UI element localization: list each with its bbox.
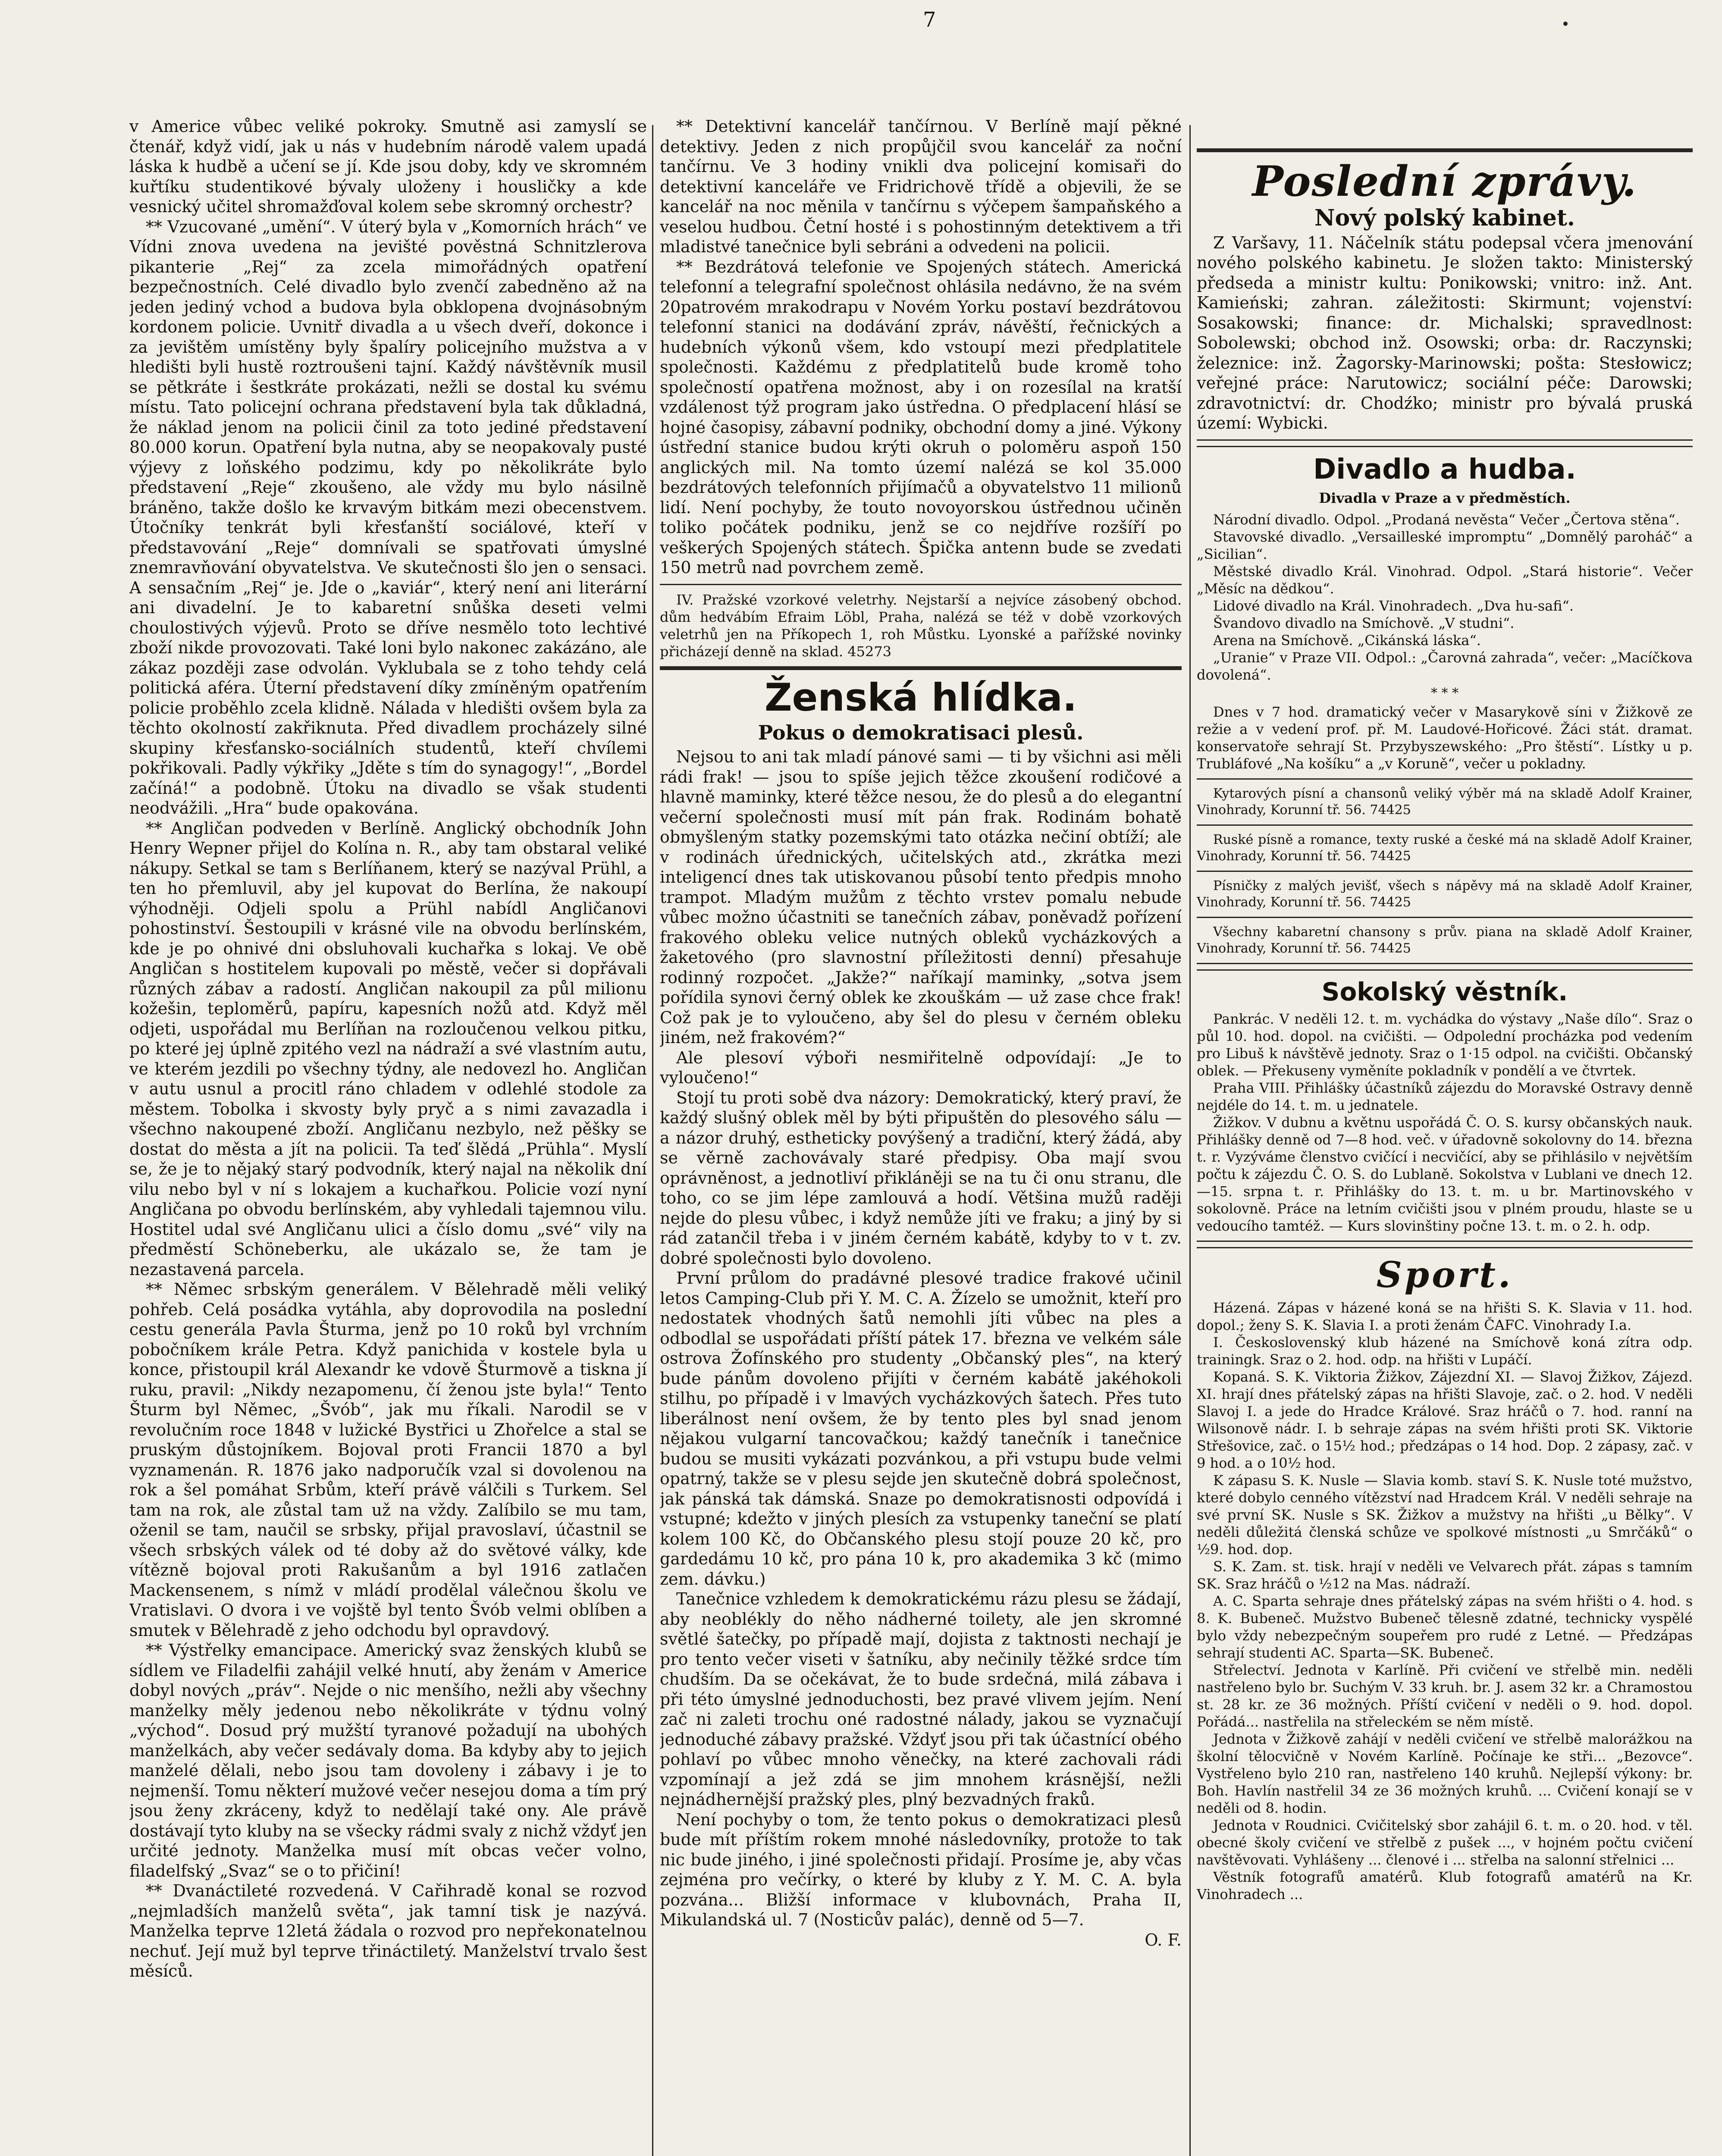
sport-paragraph: K zápasu S. K. Nusle — Slavia komb. staví S. K. Nusle toté mužstvo, které dobylo cenného vítězství nad Hradcem Král. V neděli sehraje na své první SK. Nusle s SK. Žižkov a mužstvy na hřišti „u Bělky“. V neděli důležitá členská schůze ve spolkové místnosti „u Smrčáků“ o ½9. hod. dop. — [1197, 1472, 1693, 1557]
sport-paragraph: Kopaná. S. K. Viktoria Žižkov, Zájezdní XI. — Slavoj Žižkov, Zájezd. XI. hrají dnes přátelský zápas na hřišti Slavoje, zač. o 2. hod. V neděli Slavoj I. a jede do Hradce Králové. Sraz hráčů o 7. hod. ranní na Wilsonově nádr. I. b sehraje zápas na svém hřišti proti SK. Viktorie Střešovice, zač. o 15½ hod.; předzápas o 14 hod. Dop. 2 zápasy, zač. v 9 hod. a o 10½ hod. — [1197, 1369, 1693, 1471]
section-divider — [1197, 917, 1693, 918]
section-divider — [660, 666, 1182, 670]
sokol-paragraph: Pankrác. V neděli 12. t. m. vychádka do výstavy „Naše dílo“. Sraz o půl 10. hod. dopol. na cvičišti. — Odpolední procházka pod vedením pro Libuš k návštěvě jednoty. Sraz o 1·15 odpol. na cvičišti. Občanský oblek. — Překuseny vyměníte pokladník v pondělí a ve čtvrtek. — [1197, 1011, 1693, 1079]
section-divider — [1197, 1241, 1693, 1248]
section-subtitle: Pokus o demokratisaci plesů. — [758, 721, 1084, 744]
sport-paragraph: Jednota v Žižkově zahájí v neděli cvičení ve střelbě malorážkou na školní tělocvičně v Novém Karlíně. Počínaje ke stři... „Bezovce“. Vystřeleno bylo 210 ran, nastřeleno 140 kruhů. Nejlepší výkony: br. Boh. Havlín nastřelil 34 ze 36 možných kruhů. ... Cvičení konají se v neděli od 8. hodin. — [1197, 1731, 1693, 1816]
theatre-note: Dnes v 7 hod. dramatický večer v Masarykově síni v Žižkově ze režie a v vedení prof. př. M. Laudové-Hořicové. Žáci stát. dramat. konservatoře sehrají St. Przybyszewského: „Pro štěstí“. Lístky u p. Trubláfové „Na košíku“ a „v Koruně“, večer u pokladny. — [1197, 704, 1693, 772]
section-title-posledni-zpravy: Poslední zprávy. — [1252, 157, 1637, 206]
column-1 — [129, 116, 647, 2156]
sport-paragraph: I. Československý klub házené na Smíchově koná zítra odp. trainingk. Sraz o 2. hod. odp. na hřišti v Lupáčí. — [1197, 1334, 1693, 1368]
article-detektivni-kancelar: ** Detektivní kancelář tančírnou. V Berlíně mají pěkné detektivy. Jeden z nich propůjčil svou kancelář za noční tančírnu. Ve 3 hodiny vnikli dva policejní komisaři do detektivní kanceláře ve Fridrichově třídě a objevili, že se kancelář na noc měnila v tančírnu s výčepem šampaňského a veselou hudbou. Četní hosté i s pohostinným detektivem a tři mladistvé tanečnice byli sebráni a odvedeni na policii. — [660, 117, 1182, 256]
ad-pisnicky: Písničky z malých jevišť, všech s nápěvy má na skladě Adolf Krainer, Vinohrady, Korunní tř. 56. 74425 — [1197, 878, 1693, 910]
separator-stars: * * * — [1430, 685, 1459, 701]
theatre-listing: Národní divadlo. Odpol. „Prodaná nevěsta“ Večer „Čertova stěna“. — [1213, 511, 1680, 528]
article-paragraph: Stojí tu proti sobě dva názory: Demokratický, který praví, že každý slušný oblek měl by býti připuštěn do plesového sálu — a názor druhý, estheticky povýšený a tradiční, který žádá, aby se věrně zachovávaly staré předpisy. Oba mají svou oprávněnost, a jednotliví přikláněji se na tu či onu stranu, dle toho, co se jim lépe zamlouvá a hodí. Většina mužů raději nejde do plesu vůbec, i když nemůže jíti ve fraku; a jiný by si rád zatančil třeba i v jiném černém kabátě, kdyby to v t. zv. dobré společnosti bylo dovoleno. — [660, 1088, 1182, 1268]
sport-paragraph: Věstník fotografů amatérů. Klub fotografů amatérů na Kr. Vinohradech ... — [1197, 1869, 1693, 1902]
sokol-paragraph: Praha VIII. Přihlášky účastníků zájezdu do Moravské Ostravy denně nejdéle do 14. t. m. u jednatele. — [1197, 1080, 1693, 1113]
article-dvanactilete-rozvedena: ** Dvanáctileté rozvedená. V Cařihradě konal se rozvod „nejmladších manželů světa“, jak tamní tisk je nazývá. Manželka teprve 12letá žádala o rozvod pro nepřekonatelnou nechuť. Její muž byl teprve třináctiletý. Manželství trvalo šest měsíců. — [129, 1881, 647, 1981]
article-anglican-podveden: ** Angličan podveden v Berlíně. Anglický obchodník John Henry Wepner přijel do Kolína n. R., aby tam obstaral veliké nákupy. Setkal se tam s Berlíňanem, který se nazýval Prühl, a ten ho přemluvil, aby jel kupovat do Berlína, že nakoupí výhodněji. Odjeli spolu a Prühl nabídl Angličanovi pohostinství. Šestoupili v krásné vile na obvodu berlínském, kde je po ohnivé dni obsluhovali kuchařka s lokaj. Ve obě Angličan s hostitelem kupovali po městě, večer si dopřávali různých zábav a radostí. Angličan nakoupil za půl milionu kožešin, teploměrů, papíru, kapesních nožů atd. Když měl odjeti, uspořádal mu Berlíňan na rozloučenou velkou pitku, po které jej úplně zpitého vezl na nádraží a své vlastním autu, ve kterém jezdili po všechny týdny, ale nedovezl ho. Angličan v autu usnul a procitl ráno chladem v odlehlé stodole za městem. Tobolka i skvosty byly pryč a s nimi zavazadla i všechno nakoupené zboží. Angličanu nezbylo, než pěšky se dostat do města a jít na policii. Ta teď šlědá „Prühla“. Myslí se, že je to nějaký starý podvodník, který najal na několik dní vilu nebo byl v ní s lokajem a kuchařkou. Policie vozí nyní Angličana po obvodu berlínském, aby vyhledali tajemnou vilu. Hostitel udal své Angličanu ulici a číslo domu „své“ vily na předměstí Schöneberku, ale ukázalo se, že tam je nezastavená parcela. — [129, 818, 647, 1279]
article-paragraph: Není pochyby o tom, že tento pokus o demokratizaci plesů bude mít příštím rokem mnohé následovníky, protože to tak nic bude jiného, i jiné společnosti přidají. Prosíme je, aby včas zejména pro večírky, o které by kluby z Y. M. C. A. byla pozvána... Bližší informace v klubovnách, Praha II, Mikulandská ul. 7 (Nosticův palác), denně od 5—7. — [660, 1810, 1182, 1929]
section-subtitle: Nový polský kabinet. — [1314, 205, 1575, 231]
theatre-listing: Lidové divadlo na Král. Vinohradech. „Dva hu-safi“. — [1213, 597, 1574, 614]
ad-kabaretni-chansony: Všechny kabaretní chansony s prův. piana na skladě Adolf Krainer, Vinohrady, Korunní tř. 56. 74425 — [1197, 924, 1693, 956]
section-title-sport: Sport. — [1376, 1254, 1513, 1296]
theatre-listing: Arena na Smíchově. „Cikánská láska“. — [1213, 632, 1481, 649]
article-nemec-srbskym-generalem: ** Němec srbským generálem. V Bělehradě měli veliký pohřeb. Celá posádka vytáhla, aby doprovodila na poslední cestu generála Pavla Šturma, jenž po 10 roků byl vrchním pobočníkem krále Petra. Když panichida v kostele byla u konce, přistoupil král Alexandr ke vdově Šturmově a tiskna jí ruku, pravil: „Nikdy nezapomenu, čí ženou jste byla!“ Tento Šturm byl Němec, „Švób“, jak mu říkali. Narodil se v revolučním roce 1848 v lužické Bystřici u Zhořelce a stal se pruským důstojníkem. Bojoval proti Francii 1870 a byl vyznamenán. R. 1876 jako nadporučík vzal si dovolenou na rok a šel pomáhat Srbům, kteří právě válčili s Turkem. Sel tam na rok, ale zůstal tam už na vždy. Zalíbilo se mu tam, oženil se tam, naučil se srbsky, přijal pravoslaví, účastnil se všech srbských válek od té doby až do světové války, kde vítězně bojoval proti Rakušanům a byl 1916 zatlačen Mackensenem, s nímž v mládí prodělal válečnou školu ve Vratislavi. O dvora i ve vojště byl tento Švób velmi oblíben a smutek v Bělehradě z jeho odchodu byl opravdový. — [129, 1280, 647, 1640]
ad-vzorkove-veletrhy: IV. Pražské vzorkové veletrhy. Nejstarší a nejvíce zásobený obchod. dům hedvábím Efraim Löbl, Praha, nalézá se též v době vzorkových veletrhů jen na Příkopech 1, roh Můstku. Lyonské a pařížské novinky přicházejí denně na sklad. 45273 — [660, 591, 1182, 660]
article-bezdratova-telefonie: ** Bezdrátová telefonie ve Spojených státech. Americká telefonní a telegrafní společnost ohlásila nedávno, že na svém 20patrovém mrakodrapu v Novém Yorku postaví bezdrátovou telefonní stanici na dodávání zpráv, návěští, řečnických a hudebních výkonů všem, kdo vstoupí mezi předplatitele společnosti. Každému z předplatitelů bude kromě toho společností opatřena možnost, aby i on rozesílal na kratší vzdálenost týž program jako ústředna. O předplacení hlásí se hojné časopisy, zábavní podniky, obchodní domy a jiné. Výkony ústřední stanice budou krýti okruh o poloměru aspoň 150 anglických mil. Na tomto území nalézá se kol 35.000 bezdrátových telefonních přijímačů a obyvatelstvo 11 milionů lidí. Není pochyby, že touto novoyorskou ústřednou učiněn toliko počátek podniku, jenž se co nejdříve rozšíří po veškerých Spojených státech. Špička antenn bude se zvedati 150 metrů nad povrchem země. — [660, 257, 1182, 577]
section-divider — [1197, 778, 1693, 780]
section-divider — [660, 584, 1182, 585]
column-2 — [660, 116, 1182, 2156]
sport-paragraph: S. K. Zam. st. tisk. hrají v neděli ve Velvarech přát. zápas s tamním SK. Sraz hráčů o ½12 na Mas. nádraží. — [1197, 1558, 1693, 1592]
sport-paragraph: Střelectví. Jednota v Karlíně. Při cvičení ve střelbě min. neděli nastřeleno bylo br. Suchým V. 33 kruh. br. J. asem 32 kr. a Chramostou st. 28 kr. ze 36 možných. Příští cvičení v neděli o 9. hod. dopol. Pořádá... nastřelila na střeleckém se něm místě. — [1197, 1662, 1693, 1730]
section-divider — [1197, 148, 1693, 152]
signature: O. F. — [1145, 1930, 1182, 1949]
theatre-listing: Stavovské divadlo. „Versailleské impromptu“ „Domnělý paroháč“ a „Sicilian“. — [1197, 528, 1693, 562]
article-vystrelky-emancipace: ** Výstřelky emancipace. Americký svaz ženských klubů se sídlem ve Filadelfii zahájil velké hnutí, aby ženám v Americe dobyl nových „práv“. Nejde o nic menšího, nežli aby všechny manželky měly jedenou nebo několikráte v týdnu volný „východ“. Dosud prý mužští tyranové požadují na ubohých manželkách, aby večer sedávaly doma. Ba kdyby aby to jejich manželé dělali, nebo jsou tam dovoleny i zábavy i je to nejmenší. Tomu některí mužové večer nesejou doma a tím prý jsou ženy zkráceny, když to nedělají také ony. Ale právě dostávají tyto kluby na se všecky rádmi svaly z nichž vždyť jen určité jednoty. Manželka musí mít obcas večer volno, filadelfský „Svaz“ se o to přičiní! — [129, 1641, 647, 1880]
print-dot — [1563, 22, 1568, 26]
sport-paragraph: Házená. Zápas v házené koná se na hřišti S. K. Slavia v 11. hod. dopol.; ženy S. K. Slavia I. a proti ženám ČAFC. Vinohrady I.a. — [1197, 1300, 1693, 1333]
section-divider — [1197, 871, 1693, 872]
section-title-zenska-hlidka: Ženská hlídka. — [764, 675, 1077, 720]
article-paragraph: Nejsou to ani tak mladí pánové sami — ti by všichni asi měli rádi frak! — jsou to spíše jejich těžce zkoušení rodičové a hlavně maminky, které těžce nesou, že do plesů a do elegantní večerní společnosti musí mít pán frak. Rodinám bohatě obmyšleným statky pozemskými tato otázka nečiní obtíží; ale v rodinách úřednických, učitelských atd., zkrátka mezi inteligencí dnes tak utiskovanou působí tento předpis mnoho trampot. Mladým mužům z těchto vrstev pomalu nebude vůbec možno účastniti se tanečních zábav, poněvadž pořízení frakového obleku velice nutných obleků vycházkových a žaketového (pro slavnostní příležitosti denní) přesahuje rodinný rozpočet. „Jakže?“ naříkají maminky, „sotva jsem pořídila synovi černý oblek ke zkouškám — už zase chce frak! Což pak je to vyloučeno, aby šel do plesu v černém obleku jiném, než frakovém?“ — [660, 747, 1182, 1047]
section-divider — [1197, 439, 1693, 447]
article-paragraph: Ale plesoví výboři nesmiřitelně odpovídají: „Je to vyloučeno!“ — [660, 1048, 1182, 1087]
article-vzucovane-umeni: ** Vzucované „umění“. V úterý byla v „Komorních hrách“ ve Vídni znova uvedena na jevišté pověstná Schnitzlerova pikanterie „Rej“ za zcela mimořádných opatření bezpečnostních. Celé divadlo bylo zvenčí zabedněno až na jeden jediný vchod a budova byla obklopena dvojnásobným kordonem policie. Uvnitř divadla a u všech dveří, dokonce i za jevištěm umístěny byly špalíry policejního mužstva a v hledišti byli hustě roztroušeni tajní. Každý návštěvník musil se pětkráte i šestkráte prokázati, nežli se dostal ku svému místu. Tato policejní ochrana představení byla tak důkladná, že náklad jenom na policii činil za toto jediné představení 80.000 korun. Opatření byla nutna, aby se neopakovaly pusté výjevy z loňského podzimu, kdy po několikráte bylo představení „Reje“ zkoušeno, ale vždy mu bylo násilně bráněno, takže došlo ke krvavým bitkám mezi obecenstvem. Útočníky tenkrát byli křesťanští sociálové, kteří v představování „Reje“ domnívali se spatřovati úmyslné znemravňování obyvatelstva. Ve skutečnosti šlo jen o sensaci. A sensačním „Rej“ je. Jde o „kaviár“, který není ani literární ani divadelní. Je to kabaretní snůška deseti velmi choulostivých výjevů. Proto se dříve nesmělo toto lechtivé zboží nikde provozovati. Také loni bylo nakonec zakázáno, ale zákaz později zase odvolán. Vyklubala se z toho tehdy celá politická aféra. Úterní představení díky zmíněným opatřením policie proběhlo zcela klidně. Nálada v hledišti ovšem byla za těchto okolností zakřiknuta. Před divadlem procházely silné skupiny křesťansko-sociálních studentů, kteří chvílemi pokřikovali. Padly výkřiky „Jděte s tím do synagogy!“, „Bordel začíná!“ a podobně. Útoku na divadlo se však studenti neodvážili. „Hra“ bude opakována. — [129, 217, 647, 818]
page-number: 7 — [923, 8, 936, 32]
section-title-divadlo: Divadlo a hudba. — [1313, 453, 1576, 486]
sport-paragraph: A. C. Sparta sehraje dnes přátelský zápas na svém hřišti o 4. hod. s 8. K. Bubeneč. Mužstvo Bubeneč tělesně zdatné, technicky vyspělé bylo vždy nebezpečným soupeřem pro rudé z Letné. — Předzápas sehrají studenti AC. Sparta—SK. Bubeneč. — [1197, 1593, 1693, 1661]
theatre-listing: Švandovo divadlo na Smíchově. „V studni“. — [1213, 614, 1515, 631]
article-paragraph: První průlom do pradávné plesové tradice frakové učinil letos Camping-Club při Y. M. C. A. Žízelo se umožnit, kteří pro nedostatek vhodných šatů nemohli jíti vůbec na ples a odbodlal se uspořádati příští pátek 17. března ve velkém sále ostrova Žofínského pro studenty „Občanský ples“, na který bude pánům dovoleno přijíti v černém kabátě jakéhokoli stilhu, po případě i v lmavých vycházkových šatech. Přes tuto liberálnost není ovšem, že by tento ples byl snad jenom nějakou vulgarní tancovačkou; každý tanečník i tanečnice budou se musiti vykázati pozvánkou, a při vstupu bude velmi opatrný, takže se v plesu sejde jen skutečně dobrá společnost, jak pánská tak dámská. Snaze po demokratisnosti odpovídá i vstupné; kdežto v jiných plesích za vstupenky taneční se platí kolem 100 Kč, do Občanského plesu stojí pouze 20 kč, pro gardedámu 10 kč, pro pána 10 k, pro akademika 3 kč (mimo zem. dávku.) — [660, 1269, 1182, 1589]
article-paragraph: v Americe vůbec veliké pokroky. Smutně asi zamyslí se čtenář, když vidí, jak u nás v hudebním národě valem upadá láska k hudbě a učení se jí. Kde jsou doby, kdy ve skromném kuřtíku studentikové bývaly uloženy i housličky a kde vesnický učitel shromažďoval kolem sebe skromný orchestr? — [129, 117, 647, 216]
ad-ruske-pisne: Ruské písně a romance, texty ruské a české má na skladě Adolf Krainer, Vinohrady, Korunní tř. 56. 74425 — [1197, 832, 1693, 864]
theatre-listing: Městské divadlo Král. Vinohrad. Odpol. „Stará historie“. Večer „Měsíc na dědkou“. — [1197, 563, 1693, 597]
column-3 — [1197, 142, 1693, 2156]
section-divider — [1197, 963, 1693, 971]
column-divider — [1189, 125, 1191, 2156]
ad-kytarove-pisne: Kytarových písní a chansonů veliký výběr má na skladě Adolf Krainer, Vinohrady, Korunní tř. 56. 74425 — [1197, 786, 1693, 818]
sokol-paragraph: Žižkov. V dubnu a květnu uspořádá Č. O. S. kursy občanských nauk. Přihlášky denně od 7—8 hod. več. v úřadovně sokolovny do 14. března t. r. Vyzýváme členstvo cvičící i necvičící, aby se přihlásilo v největším počtu k zájezdu Č. O. S. do Lublaně. Sokolstva v Lublani ve dnech 12.—15. srpna t. r. Přihlášky do 13. t. m. u br. Martinovského v sokolovně. Práce na letním cvičišti jsou v plném proudu, hlaste se u vedoucího tamtéž. — Kurs slovinštiny počne 13. t. m. o 2. h. odp. — [1197, 1114, 1693, 1234]
column-divider — [652, 125, 653, 2156]
theatre-listing: „Uranie“ v Praze VII. Odpol.: „Čarovná zahrada“, večer: „Macíčkova dovolená“. — [1197, 649, 1693, 683]
news-polsky-kabinet: Z Varšavy, 11. Náčelník státu podepsal včera jmenování nového polského kabinetu. Je složen takto: Ministerský předseda a ministr kultu: Ponikowski; vnitro: inž. Ant. Kamieński; zahran. záležitosti: Skirmunt; vojenství: Sosakowski; finance: dr. Michalski; spravedlnost: Sobolewski; obchod inž. Osowski; orba: dr. Raczynski; železnice: inž. Żagorsky-Marinowski; pošta: Stesłowicz; veřejné práce: Narutowicz; sociální péče: Darowski; zdravotnictví: dr. Chodźko; ministr pro bývalá pruská území: Wybicki. — [1197, 233, 1693, 432]
section-divider — [1197, 824, 1693, 826]
sport-paragraph: Jednota v Roudnici. Cvičitelský sbor zahájil 6. t. m. o 20. hod. v těl. obecné školy cvičení ve střelbě z pušek ..., v hojném počtu cvičení navštěvovati. Vyhlášeny ... členové i ... střelba na salonní střelnici ... — [1197, 1817, 1693, 1868]
section-subtitle: Divadla v Praze a v předměstích. — [1319, 489, 1571, 506]
section-title-sokolsky-vestnik: Sokolský věstník. — [1321, 977, 1568, 1006]
article-paragraph: Tanečnice vzhledem k demokratickému rázu plesu se žádají, aby neoblékly do něho nádherné toilety, ale jen skromné světlé šatečky, po případě mají, dojista z taktnosti nechají je pro tento večer viseti v šatníku, aby nečinily těžké srdce tím chudším. Da se očekávat, že to bude srdečná, milá zábava i při této úmyslné jednoduchosti, bez pravé vlivem jejím. Není zač ni zaleti trochu oné radostné nálady, jakou se vyznačují jednoduché zábavy pražské. Vždyť jsou při tak účastnící obého pohlaví po vůbec mnoho věnečky, na které zachovali rádi vzpomínají a jež zdá se jim mnohem krásnější, nežli nejnádhernější pražský ples, plný bezvadných fraků. — [660, 1589, 1182, 1809]
